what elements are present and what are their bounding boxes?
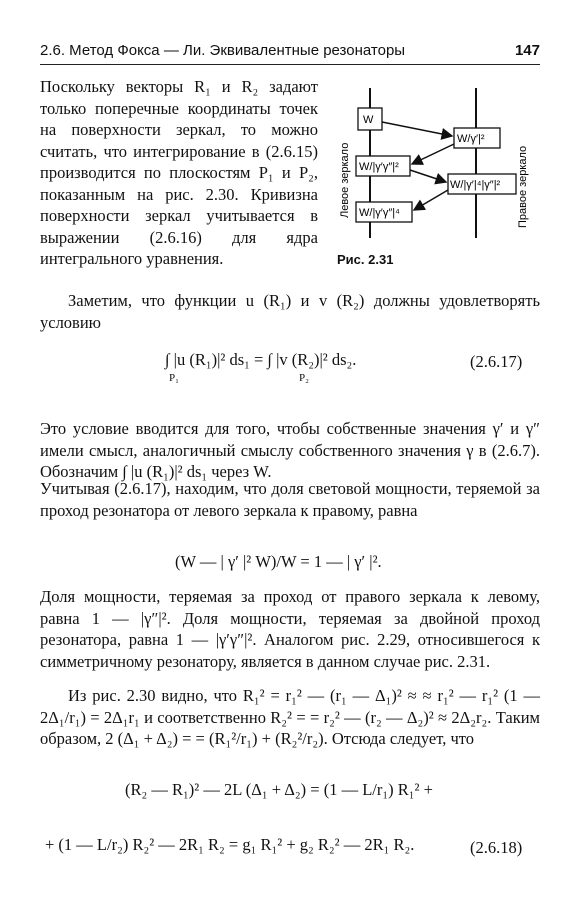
paragraph-5: Доля мощности, теряемая за проход от правого зеркала к левому, равна 1 — |γ″|². Доля мощности, теряемая за двойной проход резонатора, равна 1 — |γ′γ″|². Аналогом рис. 2.29, относившегося к симметричному резонатору, является в данном случае рис. 2.31.	[40, 587, 540, 671]
paragraph-6: Из рис. 2.30 видно, что R₁² = r₁² — (r₁ — Δ₁)² ≈ ≈ r₁² — r₁² (1 — 2Δ₁/r₁) = 2Δ₁r₁ и соответственно R₂² = = r₂² — (r₂ — Δ₂)² ≈ 2Δ₂r₂. Таким образом, 2 (Δ₁ + Δ₂) = = (R₁²/r₁) + (R₂²/r₂). Отсюда следует, что	[40, 686, 540, 748]
arrow-4	[414, 190, 448, 210]
running-header	[40, 42, 540, 65]
equation-2-6-17	[165, 350, 357, 384]
paragraph-4: Учитывая (2.6.17), находим, что доля световой мощности, теряемой за проход резонатора от левого зеркала к правому, равна	[40, 479, 540, 520]
paragraph-2: Заметим, что функции u (R₁) и v (R₂) должны удовлетворять условию	[40, 291, 540, 332]
header-title: 2.6. Метод Фокса — Ли. Эквивалентные резонаторы	[40, 42, 406, 59]
figure-2-31	[328, 78, 540, 268]
paragraph-3: Это условие вводится для того, чтобы собственные значения γ′ и γ″ имели смысл, аналогичный смыслу собственного значения γ в (2.6.7). Обозначим ∫ |u (R₁)|² ds₁ через W.	[40, 419, 540, 481]
page-number: 147	[514, 42, 540, 59]
arrow-2	[412, 144, 454, 164]
box-label-w-g1: W/γ′|²	[457, 133, 485, 145]
equation-2-6-18: + (1 — L/r₂) R₂² — 2R₁ R₂ = g₁ R₁² + g₂ R₂² — 2R₁ R₂.	[45, 835, 415, 854]
intro-paragraph: Поскольку векторы R₁ и R₂ задают только поперечные координаты точек на поверхности зеркал, то можно считать, что интегрирование в (2.6.15) производится по плоскостям P₁ и P₂, показанным на рис. 2.30. Кривизна поверхности зеркал учитывается в выражении (2.6.16) для ядра интегрального уравнения.	[40, 77, 318, 268]
equation-loss: (W — | γ′ |² W)/W = 1 — | γ′ |².	[175, 552, 382, 571]
equation-number-2-6-17: (2.6.17)	[470, 352, 523, 371]
left-mirror-label: Левое зеркало	[339, 142, 351, 218]
integral-subscript-p1: P₁	[169, 372, 179, 384]
box-label-w-g1g2: W/|γ′γ″|²	[359, 161, 399, 173]
equation-2-6-17-body: ∫ |u (R₁)|² ds₁ = ∫ |v (R₂)|² ds₂.	[165, 350, 357, 369]
figure-caption: Рис. 2.31	[337, 252, 394, 267]
integral-subscript-p2: P₂	[299, 372, 309, 384]
box-label-w-g1-4: W/|γ′|⁴|γ″|²	[450, 179, 501, 191]
equation-number-2-6-18: (2.6.18)	[470, 838, 523, 857]
box-label-w: W	[363, 114, 374, 126]
arrow-3	[410, 170, 446, 182]
right-mirror-label: Правое зеркало	[517, 145, 529, 228]
box-label-w-g1g2-4: W/|γ′γ″|⁴	[359, 207, 400, 219]
equation-3: (R₂ — R₁)² — 2L (Δ₁ + Δ₂) = (1 — L/r₁) R₁² +	[125, 780, 433, 799]
arrow-1	[382, 122, 452, 136]
